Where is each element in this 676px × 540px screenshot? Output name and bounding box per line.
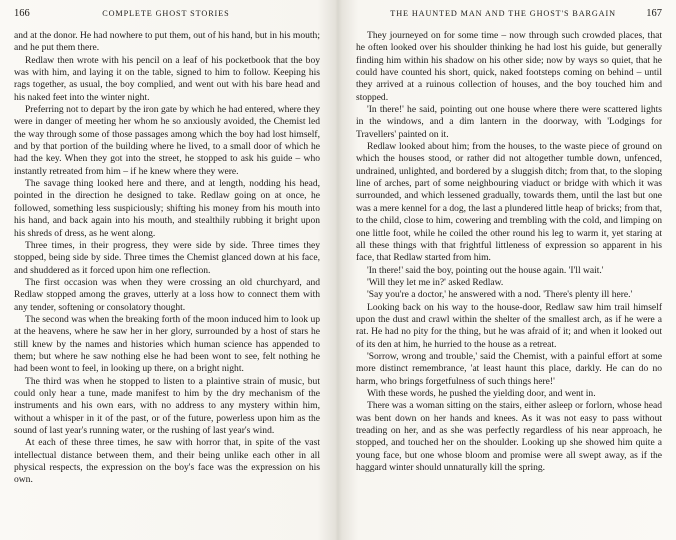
paragraph: Three times, in their progress, they were side by side. Three times they stopped, being side by side. Three times the Chemist glanced down at his face, and shuddered as it forced upon him one reflection.	[14, 239, 320, 276]
paragraph: 'In there!' he said, pointing out one house where there were scattered lights in the windows, and a dim lantern in the doorway, with 'Lodgings for Travellers' painted on it.	[356, 104, 662, 140]
paragraph: Looking back on his way to the house-door, Redlaw saw him trail himself upon the dust and crawl within the shelter of the smallest arch, as if he were a rat. He had no pity for the thing, but he was afraid of it; and when it looked out of its den at him, he hurried to the house as a retreat.	[356, 301, 662, 350]
paragraph: With these words, he pushed the yielding door, and went in.	[367, 387, 596, 399]
right-page-header	[356, 8, 662, 24]
paragraph: and at the donor. He had nowhere to put them, out of his hand, but in his mouth; and he put them there.	[14, 30, 320, 54]
paragraph: 'Say you're a doctor,' he answered with a nod. 'There's plenty ill here.'	[367, 289, 633, 301]
paragraph: 'Will they let me in?' asked Redlaw.	[367, 276, 504, 288]
paragraph: There was a woman sitting on the stairs, either asleep or forlorn, whose head was bent down on her hands and knees. As it was not easy to pass without treading on her, and as she was perfectly regardless of his near approach, he stopped, and touched her on the shoulder. Looking up she showed him quite a young face, but one whose bloom and promise were all swept away, as if the haggard winter should unnaturally kill the spring.	[356, 400, 662, 474]
paragraph: Preferring not to depart by the iron gate by which he had entered, where they were in danger of meeting her whom he so anxiously avoided, the Chemist led the way through some of those passages among which the boy had lost himself, and by that portion of the building where he lived, to a small door of which he had the key. When they got into the street, he stopped to ask his guide – who instantly retreated from him – if he knew where they were.	[14, 104, 320, 177]
paragraph: Redlaw then wrote with his pencil on a leaf of his pocketbook that the boy was with him, and laying it on the table, signed to him to follow. Keeping his rags together, as usual, the boy complied, and went out with his bare head and his naked feet into the winter night.	[14, 54, 320, 103]
paragraph: The second was when the breaking forth of the moon induced him to look up at the heavens, where he saw her in her glory, surrounded by a host of stars he still knew by the names and histories which human science has appended to them; but where he saw nothing else he had been wont to see, felt nothing he had been wont to feel, in looking up there, on a bright night.	[14, 313, 320, 375]
left-page-header	[14, 8, 320, 24]
paragraph: They journeyed on for some time – now through such crowded places, that he often looked over his shoulder thinking he had lost his guide, but generally finding him within his shadow on his other side; now by ways so quiet, that he could have counted his short, quick, naked footsteps coming on behind – until they arrived at a ruinous collection of houses, and the boy touched him and stopped.	[356, 30, 662, 103]
paragraph: 'Sorrow, wrong and trouble,' said the Chemist, with a painful effort at some more distinct remembrance, 'at least haunt this place, darkly. He can do no harm, who brings forgetfulness of such things here!'	[356, 350, 662, 387]
left-page-number: 166	[14, 8, 30, 19]
right-page-number: 167	[646, 8, 662, 19]
left-page	[14, 8, 320, 487]
paragraph: 'In there!' said the boy, pointing out the house again. 'I'll wait.'	[367, 264, 604, 276]
left-running-head: COMPLETE GHOST STORIES	[102, 9, 230, 18]
paragraph: At each of these three times, he saw with horror that, in spite of the vast intellectual distance between them, and their being unlike each other in all physical respects, the expression on the boy's face was the expression on his own.	[14, 437, 320, 486]
paragraph: The savage thing looked here and there, and at length, nodding his head, pointed in the direction he designed to take. Redlaw going on at once, he followed, something less suspiciously; shifting his money from his mouth into his hand, and back again into his mouth, and stealthily rubbing it bright upon his shreds of dress, as he went along.	[14, 178, 320, 239]
right-running-head: THE HAUNTED MAN AND THE GHOST'S BARGAIN	[390, 9, 616, 18]
left-page-body	[14, 30, 320, 487]
paragraph: The first occasion was when they were crossing an old churchyard, and Redlaw stopped among the graves, utterly at a loss how to connect them with any tender, softening or consolatory thought.	[14, 276, 320, 313]
paragraph: Redlaw looked about him; from the houses, to the waste piece of ground on which the houses stood, or rather did not altogether tumble down, unfenced, undrained, unlighted, and bordered by a sluggish ditch; from that, to the sloping line of arches, part of some neighbouring viaduct or bridge with which it was surrounded, and which lessened gradually, towards them, until the last but one was a mere kennel for a dog, the last a plundered little heap of bricks; from that, to the child, close to him, cowering and trembling with the cold, and limping on one little foot, while he coiled the other round his leg to warm it, yet staring at all these things with that frightful littleness of expression so apparent in his face, that Redlaw started from him.	[356, 141, 662, 264]
right-page-body	[356, 30, 662, 474]
paragraph: The third was when he stopped to listen to a plaintive strain of music, but could only hear a tune, made manifest to him by the dry mechanism of the instruments and his own ears, with no address to any mystery within him, without a whisper in it of the past, or of the future, powerless upon him as the sound of last year's running water, or the rushing of last year's wind.	[14, 375, 320, 436]
right-page	[356, 8, 662, 474]
